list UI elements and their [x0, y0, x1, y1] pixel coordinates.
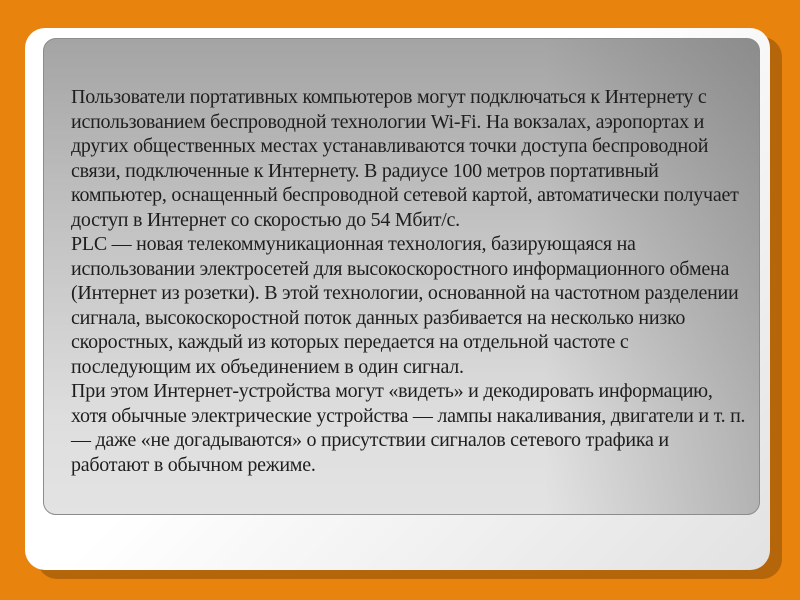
body-text	[71, 85, 747, 477]
content-card	[25, 28, 770, 570]
paragraph-internet-devices: При этом Интернет-устройства могут «видеть» и декодировать информацию, хотя обычные электрические устройства — лампы накаливания, двигатели и т. п. — даже «не догадываются» о присутствии сигналов сетевого трафика и работают в обычном режиме.	[71, 380, 746, 476]
text-panel	[43, 38, 760, 515]
paragraph-wifi: Пользователи портативных компьютеров могут подключаться к Интернету с использованием беспроводной технологии Wi-Fi. На вокзалах, аэропортах и других общественных местах устанавливаются точки доступа беспроводной связи, подключенные к Интернету. В радиусе 100 метров портативный компьютер, оснащенный беспроводной сетевой картой, автоматически получает доступ в Интернет со скоростью до 54 Мбит/с.	[71, 86, 739, 231]
paragraph-plc: PLC — новая телекоммуникационная технология, базирующаяся на использовании электросетей для высокоскоростного информационного обмена (Интернет из розетки). В этой технологии, основанной на частотном разделении сигнала, высокоскоростной поток данных разбивается на несколько низко скоростных, каждый из которых передается на отдельной частоте с последующим их объединением в один сигнал.	[71, 233, 739, 378]
